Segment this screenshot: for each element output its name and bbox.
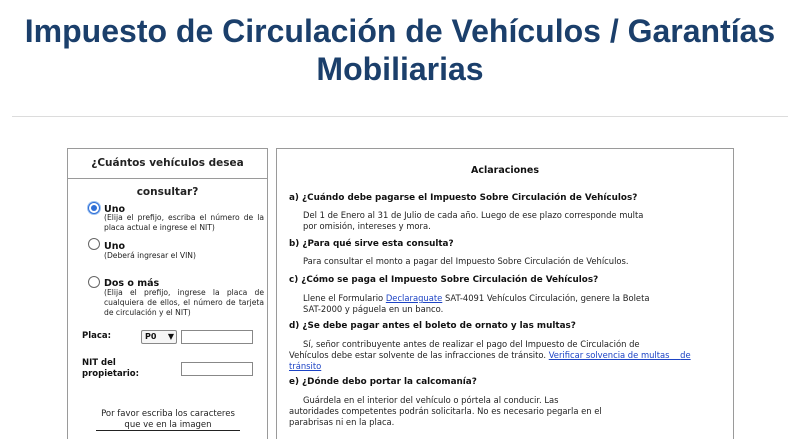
answer-e — [289, 395, 711, 428]
question-d: d) ¿Se debe pagar antes el boleto de ornato y las multas? — [289, 321, 576, 331]
aclaraciones-heading: Aclaraciones — [470, 165, 540, 176]
vehicle-query-form — [67, 148, 268, 439]
radio-uno-vin[interactable] — [88, 238, 100, 250]
question-e: e) ¿Dónde debo portar la calcomanía? — [289, 377, 477, 387]
answer-d — [289, 339, 711, 372]
captcha-line-2: que ve en la imagen — [124, 420, 212, 430]
option-3-help: (Elija el prefijo, ingrese la placa de cualquiera de ellos, el número de tarjeta de circulación y el NIT) — [104, 288, 264, 317]
nit-label-line-2: propietario: — [82, 369, 140, 379]
option-1-label: Uno — [104, 204, 126, 215]
answer-e-line-2: autoridades competentes podrán solicitarla. No es necesario pegarla en el — [289, 406, 602, 416]
answer-b: Para consultar el monto a pagar del Impuesto Sobre Circulación de Vehículos. — [303, 256, 629, 266]
radio-uno-placa[interactable] — [88, 202, 100, 214]
answer-a — [303, 210, 711, 232]
option-2-label: Uno — [104, 241, 126, 252]
placa-label: Placa: — [82, 331, 112, 341]
verificar-multas-link-de: de — [680, 350, 691, 360]
declaraguate-link[interactable]: Declaraguate — [385, 293, 443, 303]
verificar-multas-link-text: Verificar solvencia de multas — [548, 350, 670, 360]
captcha-line-1: Por favor escriba los caracteres — [101, 409, 235, 419]
page-title-line-2: Mobiliarias — [316, 51, 484, 87]
option-2-help: (Deberá ingresar el VIN) — [104, 251, 196, 260]
answer-c-line-2: SAT-2000 y páguela en un banco. — [303, 304, 444, 314]
answer-a-line-2: por omisión, intereses y mora. — [303, 221, 431, 231]
answer-d-line-2: Vehículos debe estar solvente de las infracciones de tránsito. — [289, 350, 547, 360]
question-b: b) ¿Para qué sirve esta consulta? — [289, 239, 454, 249]
placa-prefix-value: P0 — [145, 332, 157, 341]
placa-input[interactable] — [181, 330, 253, 344]
nit-label — [82, 358, 139, 380]
divider — [12, 116, 788, 117]
question-a: a) ¿Cuándo debe pagarse el Impuesto Sobre Circulación de Vehículos? — [289, 193, 638, 203]
option-3-label: Dos o más — [104, 278, 160, 289]
captcha-instructions — [88, 409, 248, 431]
chevron-down-icon: ▼ — [167, 332, 174, 341]
aclaraciones-panel — [276, 148, 734, 439]
question-c: c) ¿Cómo se paga el Impuesto Sobre Circulación de Vehículos? — [289, 275, 599, 285]
page-title — [0, 12, 800, 88]
answer-c-pre: Llene el Formulario — [303, 293, 384, 303]
answer-d-line-1: Sí, señor contribuyente antes de realizar el pago del Impuesto de Circulación de — [303, 339, 640, 349]
answer-a-line-1: Del 1 de Enero al 31 de Julio de cada año. Luego de ese plazo corresponde multa — [303, 210, 644, 220]
nit-input[interactable] — [181, 362, 253, 376]
placa-prefix-select[interactable] — [141, 330, 177, 344]
answer-c-post: SAT-4091 Vehículos Circulación, genere la Boleta — [444, 293, 650, 303]
answer-e-line-3: parabrisas ni en la placa. — [289, 417, 395, 427]
captcha-underline — [96, 430, 240, 431]
nit-label-line-1: NIT del — [82, 358, 116, 368]
answer-c — [303, 293, 711, 315]
answer-e-line-1: Guárdela en el interior del vehículo o pórtela al conducir. Las — [303, 395, 559, 405]
page-title-line-1: Impuesto de Circulación de Vehículos / Garantías — [24, 13, 776, 49]
verificar-multas-link-transito: tránsito — [289, 361, 322, 371]
form-heading: ¿Cuántos vehículos desea consultar? — [68, 149, 267, 179]
radio-dos-o-mas[interactable] — [88, 276, 100, 288]
option-1-help: (Elija el prefijo, escriba el número de la placa actual e ingrese el NIT) — [104, 213, 264, 232]
